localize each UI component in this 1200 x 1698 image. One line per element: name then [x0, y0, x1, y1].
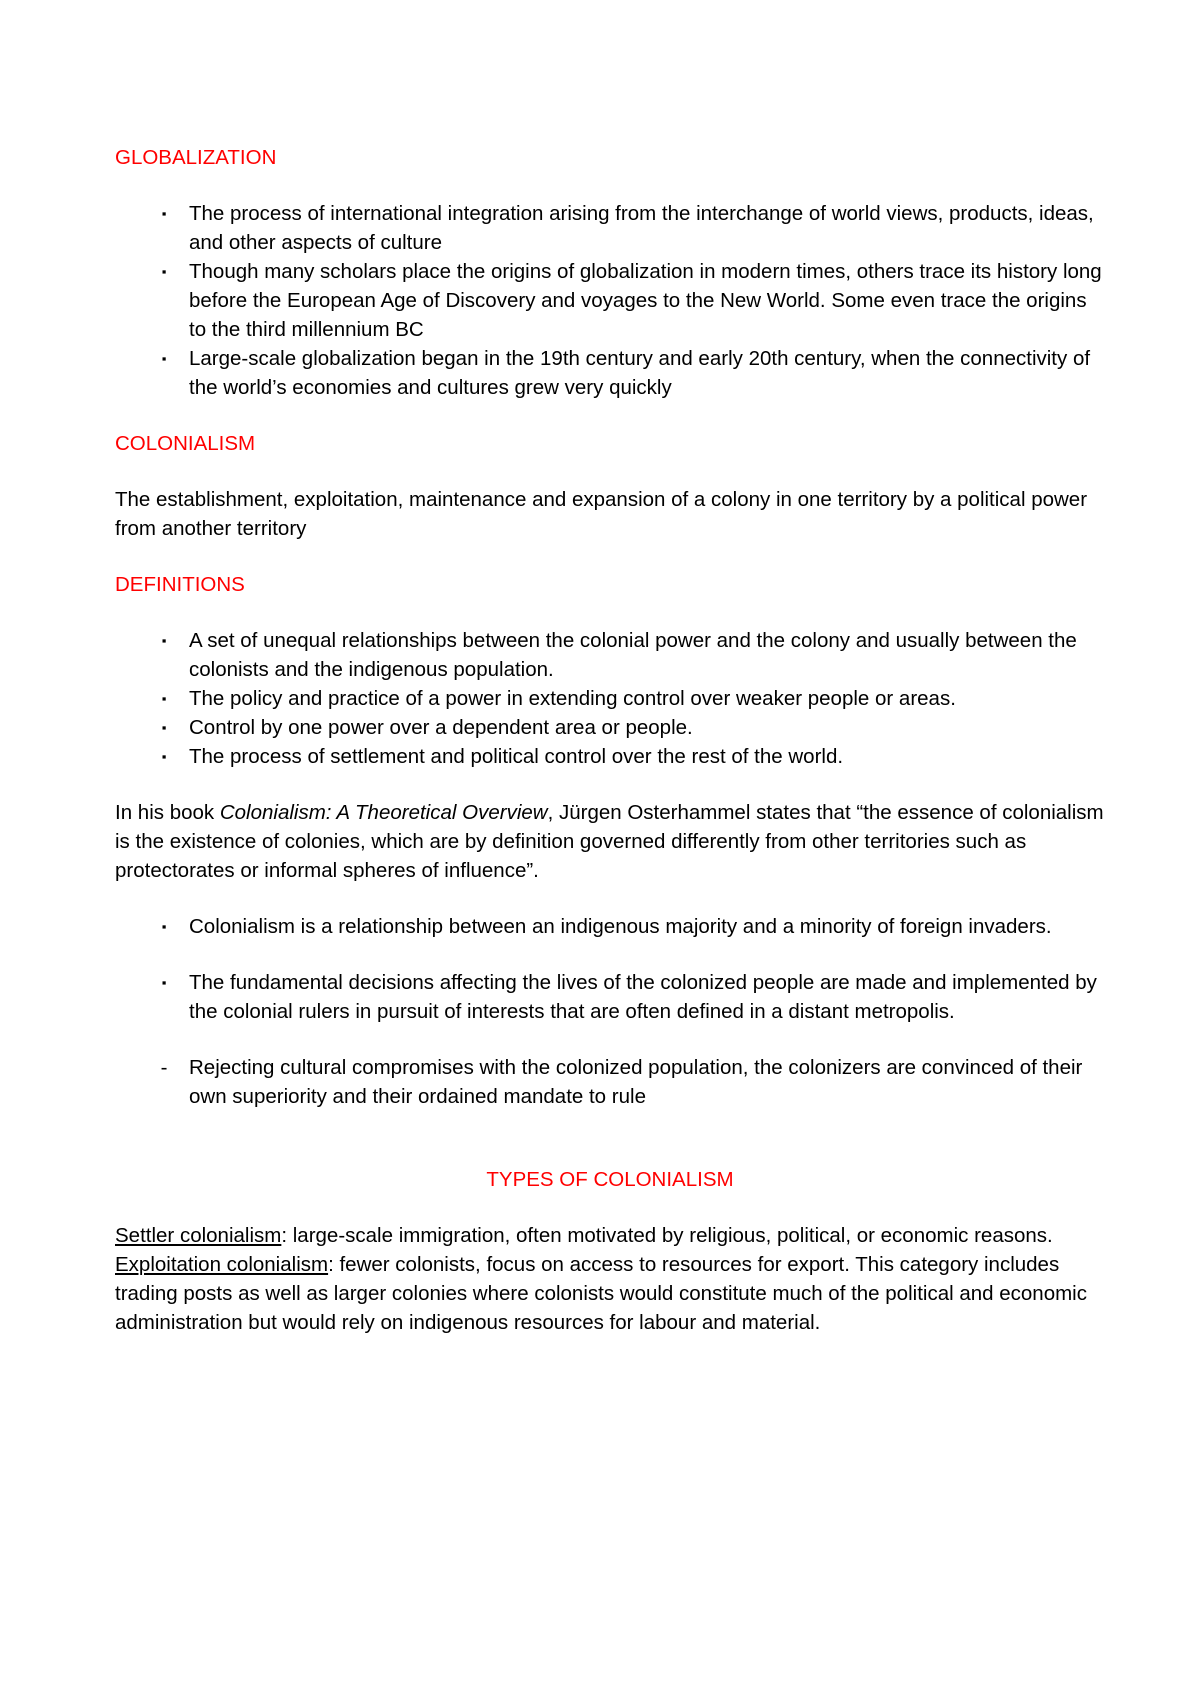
bullet-square-icon: ▪ — [161, 720, 167, 735]
list-item-text: Though many scholars place the origins of globalization in modern times, others trace its history long before the European Age of Discovery and voyages to the New World. Some even trace the origins to the third millennium BC — [189, 260, 1102, 341]
list-item-text: Large-scale globalization began in the 19th century and early 20th century, when the connectivity of the world’s economies and cultures grew very quickly — [189, 347, 1091, 399]
settler-colonialism-definition — [115, 1221, 1105, 1250]
list-item-text: The policy and practice of a power in extending control over weaker people or areas. — [189, 687, 956, 710]
list-item-text: Colonialism is a relationship between an indigenous majority and a minority of foreign invaders. — [189, 915, 1052, 938]
list-spacer — [115, 941, 1105, 968]
colonialism-heading: COLONIALISM — [115, 432, 256, 455]
bullet-square-icon: ▪ — [161, 351, 167, 366]
list-item-text: Control by one power over a dependent area or people. — [189, 716, 693, 739]
quote-text: , Jürgen Osterhammel states that “the essence of colonialism is the existence of colonies, which are by definition governed differently from other territories such as protectorates or informal spheres of influence”. — [115, 801, 1104, 882]
types-heading: TYPES OF COLONIALISM — [486, 1168, 734, 1191]
list-item-text: A set of unequal relationships between the colonial power and the colony and usually between the colonists and the indigenous population. — [189, 629, 1077, 681]
bullet-square-icon: ▪ — [161, 749, 167, 764]
list-item — [115, 626, 1105, 684]
quote-prefix: In his book — [115, 801, 220, 824]
list-item-text: Rejecting cultural compromises with the colonized population, the colonizers are convinced of their own superiority and their ordained mandate to rule — [189, 1056, 1083, 1108]
list-item — [115, 713, 1105, 742]
definitions-list — [115, 626, 1105, 771]
exploitation-colonialism-definition — [115, 1250, 1105, 1337]
list-item-text: The process of settlement and political control over the rest of the world. — [189, 745, 844, 768]
bullet-square-icon: ▪ — [161, 633, 167, 648]
book-title: Colonialism: A Theoretical Overview — [219, 801, 548, 824]
list-spacer — [115, 1026, 1105, 1053]
exploitation-colonialism-text: : fewer colonists, focus on access to resources for export. This category includes trading posts as well as larger colonies where colonists would constitute much of the political and economic administration but would rely on indigenous resources for labour and material. — [115, 1253, 1087, 1334]
list-item — [115, 199, 1105, 257]
list-item — [115, 912, 1105, 941]
globalization-heading: GLOBALIZATION — [115, 146, 277, 169]
osterhammel-quote — [115, 798, 1105, 885]
bullet-square-icon: ▪ — [161, 206, 167, 221]
globalization-list — [115, 199, 1105, 402]
document-body — [115, 143, 1105, 1337]
list-item — [115, 684, 1105, 713]
list-item — [115, 1053, 1105, 1111]
list-item — [115, 742, 1105, 771]
settler-colonialism-term: Settler colonialism — [115, 1224, 282, 1247]
definitions-heading: DEFINITIONS — [115, 573, 245, 596]
list-item — [115, 344, 1105, 402]
colonialism-definition: The establishment, exploitation, maintenance and expansion of a colony in one territory by a political power from another territory — [115, 488, 1088, 540]
list-item-text: The process of international integration arising from the interchange of world views, products, ideas, and other aspects of culture — [189, 202, 1094, 254]
dash-marker: - — [160, 1056, 168, 1079]
colonialism-characteristics-list — [115, 912, 1105, 1111]
bullet-square-icon: ▪ — [161, 691, 167, 706]
list-item — [115, 968, 1105, 1026]
list-item-text: The fundamental decisions affecting the lives of the colonized people are made and implemented by the colonial rulers in pursuit of interests that are often defined in a distant metropolis. — [189, 971, 1097, 1023]
bullet-square-icon: ▪ — [161, 264, 167, 279]
exploitation-colonialism-term: Exploitation colonialism — [115, 1253, 329, 1276]
settler-colonialism-text: : large-scale immigration, often motivated by religious, political, or economic reasons. — [281, 1224, 1053, 1247]
bullet-square-icon: ▪ — [161, 919, 167, 934]
list-item — [115, 257, 1105, 344]
bullet-square-icon: ▪ — [161, 975, 167, 990]
